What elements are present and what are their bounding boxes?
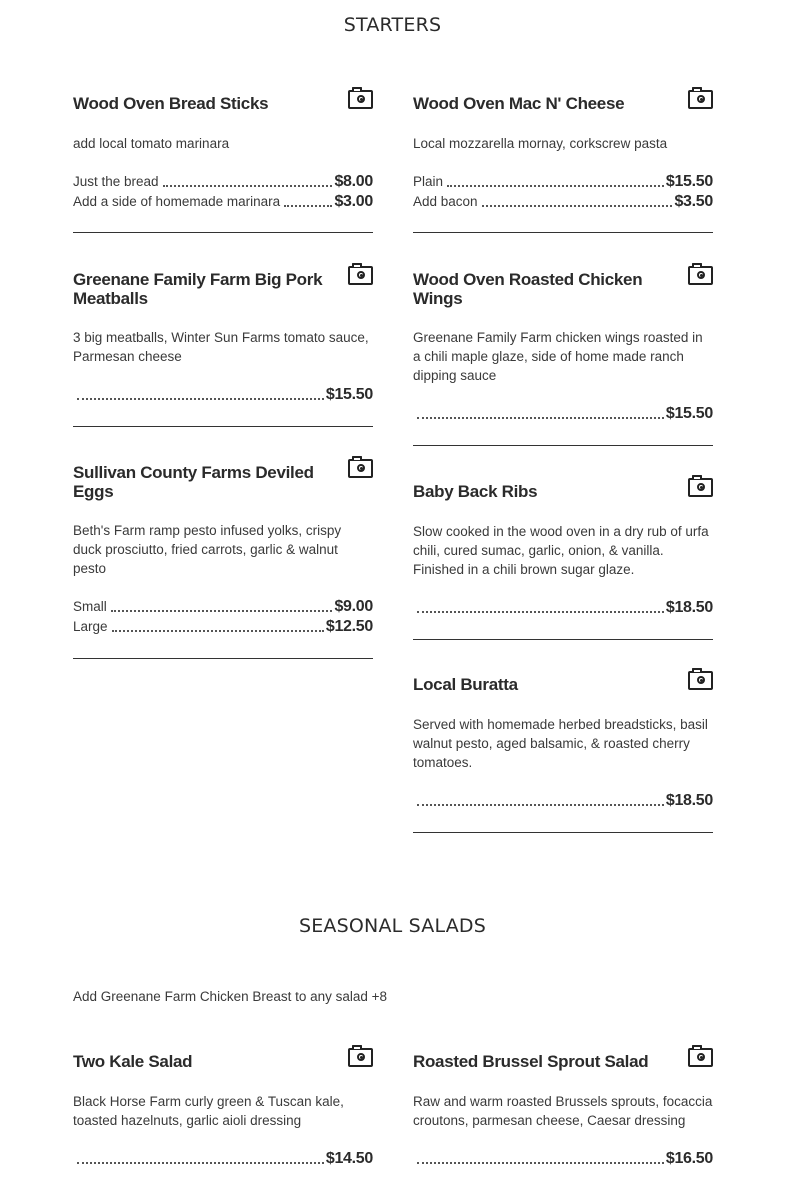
divider — [413, 232, 713, 233]
item-name: Wood Oven Bread Sticks — [73, 94, 269, 113]
menu-item — [73, 1052, 373, 1169]
menu-item — [73, 463, 373, 659]
camera-icon[interactable] — [348, 459, 373, 478]
menu-item — [413, 482, 713, 640]
price-value: $3.00 — [334, 193, 373, 210]
item-name: Wood Oven Roasted Chicken Wings — [413, 270, 643, 308]
divider — [73, 426, 373, 427]
menu-item — [73, 270, 373, 427]
camera-icon[interactable] — [348, 1048, 373, 1067]
item-name: Local Buratta — [413, 675, 518, 694]
camera-icon[interactable] — [348, 90, 373, 109]
price-row — [413, 172, 713, 192]
price-label: Large — [73, 619, 108, 634]
menu-item — [413, 94, 713, 233]
price-label: Add bacon — [413, 194, 478, 209]
price-value: $16.50 — [665, 1150, 713, 1167]
item-description: Beth's Farm ramp pesto infused yolks, crispy duck prosciutto, fried carrots, garlic & walnut pesto — [73, 523, 342, 576]
starters-title: STARTERS — [343, 14, 442, 36]
item-description: 3 big meatballs, Winter Sun Farms tomato sauce, Parmesan cheese — [73, 330, 369, 364]
price-label: Small — [73, 599, 107, 614]
item-name: Two Kale Salad — [73, 1052, 193, 1071]
price-value: $9.00 — [334, 598, 373, 615]
price-row — [73, 172, 373, 192]
camera-icon[interactable] — [688, 671, 713, 690]
price-value: $15.50 — [665, 405, 713, 422]
item-description: Black Horse Farm curly green & Tuscan kale, toasted hazelnuts, garlic aioli dressing — [73, 1094, 344, 1128]
item-description: Local mozzarella mornay, corkscrew pasta — [413, 136, 668, 151]
divider — [413, 832, 713, 833]
camera-icon[interactable] — [348, 266, 373, 285]
menu-item — [73, 94, 373, 233]
price-row — [413, 1149, 713, 1169]
price-value: $8.00 — [334, 173, 373, 190]
price-row — [413, 598, 713, 618]
price-row — [73, 1149, 373, 1169]
price-row — [413, 192, 713, 212]
item-name: Greenane Family Farm Big Pork Meatballs — [73, 270, 323, 308]
price-label: Just the bread — [73, 174, 159, 189]
item-description: add local tomato marinara — [73, 136, 230, 151]
price-label: Add a side of homemade marinara — [73, 194, 281, 209]
price-row — [73, 597, 373, 617]
price-value: $14.50 — [325, 1150, 373, 1167]
price-row — [73, 385, 373, 405]
price-value: $3.50 — [674, 193, 713, 210]
divider — [73, 232, 373, 233]
item-description: Slow cooked in the wood oven in a dry rub of urfa chili, cured sumac, garlic, onion, & vanilla. Finished in a chili brown sugar glaze. — [413, 524, 709, 577]
menu-item — [413, 675, 713, 833]
item-name: Baby Back Ribs — [413, 482, 538, 501]
item-description: Served with homemade herbed breadsticks, basil walnut pesto, aged balsamic, & roasted cherry tomatoes. — [413, 717, 708, 770]
menu-item — [413, 270, 713, 446]
camera-icon[interactable] — [688, 478, 713, 497]
camera-icon[interactable] — [688, 1048, 713, 1067]
price-row — [73, 192, 373, 212]
item-description: Raw and warm roasted Brussels sprouts, focaccia croutons, parmesan cheese, Caesar dressing — [413, 1094, 713, 1128]
item-name: Sullivan County Farms Deviled Eggs — [73, 463, 314, 501]
price-row — [413, 791, 713, 811]
divider — [413, 639, 713, 640]
item-name: Roasted Brussel Sprout Salad — [413, 1052, 649, 1071]
price-row — [73, 617, 373, 637]
price-row — [413, 404, 713, 424]
price-value: $15.50 — [665, 173, 713, 190]
salad-addon-note: Add Greenane Farm Chicken Breast to any salad +8 — [73, 989, 388, 1004]
item-name: Wood Oven Mac N' Cheese — [413, 94, 625, 113]
camera-icon[interactable] — [688, 266, 713, 285]
price-value: $12.50 — [325, 618, 373, 635]
item-description: Greenane Family Farm chicken wings roasted in a chili maple glaze, side of home made ranch dipping sauce — [413, 330, 703, 383]
price-value: $18.50 — [665, 792, 713, 809]
salads-title: SEASONAL SALADS — [298, 915, 487, 937]
camera-icon[interactable] — [688, 90, 713, 109]
divider — [413, 445, 713, 446]
divider — [73, 658, 373, 659]
price-label: Plain — [413, 174, 444, 189]
price-value: $15.50 — [325, 386, 373, 403]
menu-item — [413, 1052, 713, 1169]
price-value: $18.50 — [665, 599, 713, 616]
